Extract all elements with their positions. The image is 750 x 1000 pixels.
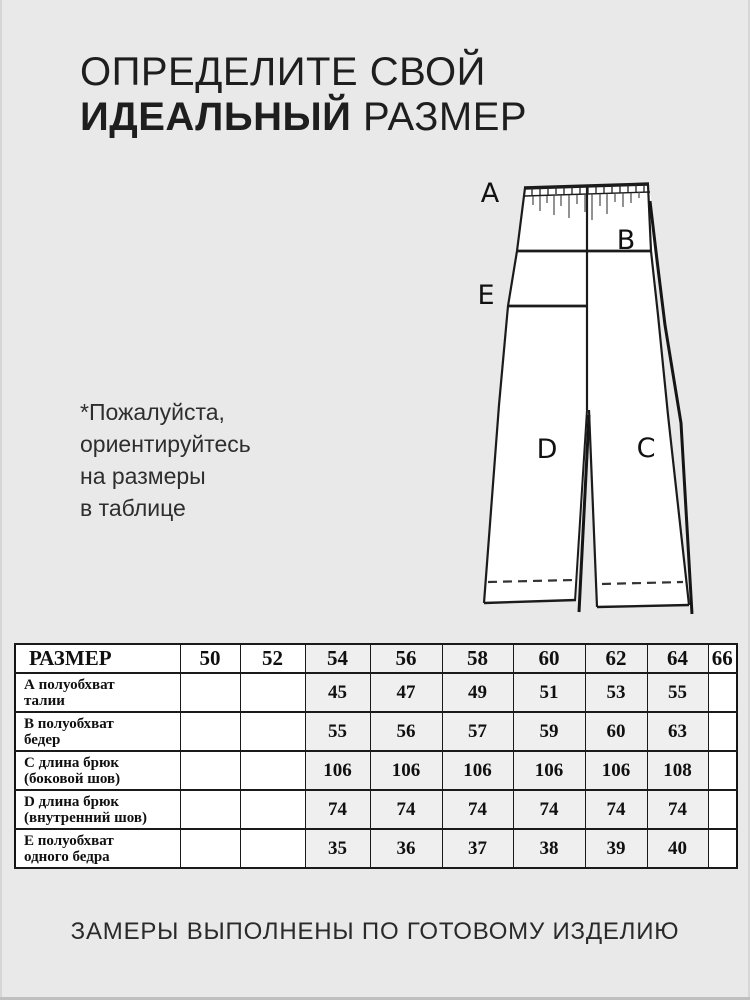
measurement-value-cell [180,790,240,829]
measurement-value-cell: 35 [305,829,370,868]
size-header-cell: 64 [647,644,708,673]
footer-note: ЗАМЕРЫ ВЫПОЛНЕНЫ ПО ГОТОВОМУ ИЗДЕЛИЮ [70,918,680,945]
measurement-label-line: талии [24,692,65,709]
measurement-label-line: В полуобхват [24,715,114,732]
page-title-line2 [80,95,527,140]
size-table-header-row [15,644,737,673]
pants-measurement-diagram [440,165,750,635]
measurement-value-cell: 51 [513,673,585,712]
note-line: *Пожалуйста, [80,399,225,425]
label-E-thigh: E [477,280,495,311]
size-header-cell: 50 [180,644,240,673]
measurement-value-cell: 47 [370,673,442,712]
measurement-value-cell: 106 [305,751,370,790]
measurement-value-cell: 60 [585,712,647,751]
size-header-cell: 58 [442,644,513,673]
measurement-label-line: бедер [24,731,61,748]
measurement-value-cell: 106 [585,751,647,790]
measurement-row-label [15,829,180,868]
measurement-row-label [15,790,180,829]
label-D-inseam: D [536,434,558,465]
measurement-value-cell: 45 [305,673,370,712]
size-header-cell: 62 [585,644,647,673]
size-header-cell: 66 [708,644,737,673]
measurement-value-cell [708,712,737,751]
measurement-value-cell: 57 [442,712,513,751]
measurement-label-line: D длина брюк [24,793,120,810]
size-header-cell: 54 [305,644,370,673]
measurement-label-line: Е полуобхват [24,832,114,849]
measurement-row [15,751,737,790]
measurement-value-cell: 56 [370,712,442,751]
measurement-value-cell: 55 [305,712,370,751]
table-reference-note [80,396,251,524]
measurement-value-cell: 36 [370,829,442,868]
measurement-value-cell [240,790,305,829]
measurement-value-cell: 55 [647,673,708,712]
label-B-hip: B [616,225,636,256]
measurement-value-cell: 74 [513,790,585,829]
measurement-value-cell: 63 [647,712,708,751]
measurement-row [15,712,737,751]
measurement-row-label [15,673,180,712]
measurement-row-label [15,751,180,790]
measurement-value-cell [708,673,737,712]
page-title-line2-rest: РАЗМЕР [351,95,528,139]
measurement-label-line: (внутренний шов) [24,809,147,826]
measurement-label-line: С длина брюк [24,754,120,771]
note-line: в таблице [80,495,186,521]
measurement-value-cell [240,829,305,868]
size-header-cell: 56 [370,644,442,673]
page-title-line1: ОПРЕДЕЛИТЕ СВОЙ [80,50,486,94]
measurement-value-cell [708,829,737,868]
measurement-label-line: (боковой шов) [24,770,121,787]
measurement-value-cell [180,712,240,751]
size-table-corner-cell: РАЗМЕР [15,644,180,673]
measurement-value-cell [708,751,737,790]
measurement-label-line: А полуобхват [24,676,115,693]
label-A-waist: A [480,178,500,209]
measurement-value-cell: 39 [585,829,647,868]
size-header-cell: 52 [240,644,305,673]
measurement-label-line: одного бедра [24,848,110,865]
measurement-value-cell: 38 [513,829,585,868]
measurement-value-cell [180,673,240,712]
label-C-side: C [636,433,656,464]
size-table [14,643,738,869]
measurement-value-cell: 59 [513,712,585,751]
measurement-value-cell: 37 [442,829,513,868]
measurement-value-cell [240,712,305,751]
measurement-value-cell [180,829,240,868]
measurement-value-cell: 40 [647,829,708,868]
size-header-cell: 60 [513,644,585,673]
measurement-value-cell: 74 [585,790,647,829]
measurement-row [15,673,737,712]
measurement-value-cell: 74 [647,790,708,829]
measurement-value-cell [708,790,737,829]
measurement-row [15,829,737,868]
page-title [80,50,527,140]
measurement-value-cell: 53 [585,673,647,712]
measurement-value-cell: 106 [513,751,585,790]
size-table-head [15,644,737,673]
measurement-value-cell: 108 [647,751,708,790]
measurement-value-cell: 106 [370,751,442,790]
measurement-value-cell [180,751,240,790]
measurement-value-cell: 74 [442,790,513,829]
measurement-value-cell: 106 [442,751,513,790]
page-title-emphasis: ИДЕАЛЬНЫЙ [80,95,352,139]
note-line: ориентируйтесь [80,431,251,457]
photo-edge-left [0,0,2,1000]
measurement-value-cell: 49 [442,673,513,712]
measurement-value-cell [240,673,305,712]
measurement-value-cell: 74 [370,790,442,829]
measurement-value-cell: 74 [305,790,370,829]
measurement-row-label [15,712,180,751]
measurement-row [15,790,737,829]
size-table-body [15,673,737,868]
measurement-value-cell [240,751,305,790]
note-line: на размеры [80,463,206,489]
